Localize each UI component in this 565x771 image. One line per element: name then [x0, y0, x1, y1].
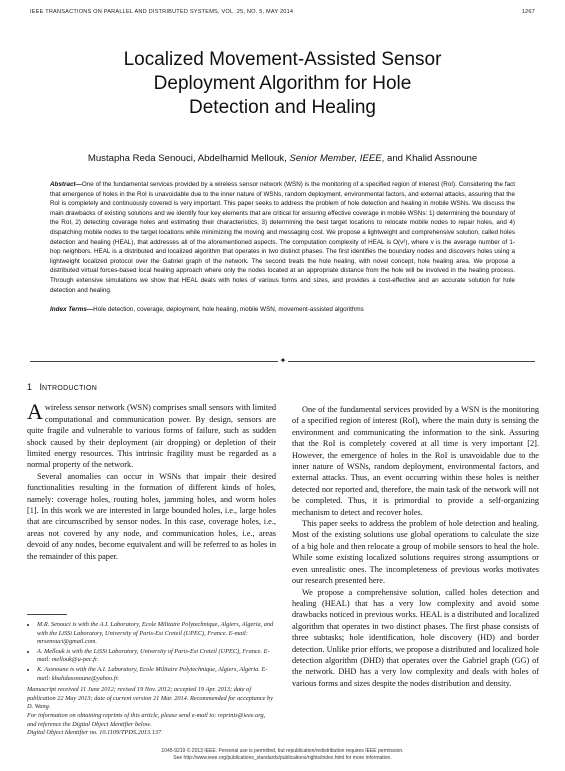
separator-ornament: ✦	[279, 356, 287, 365]
paragraph: This paper seeks to address the problem of hole detection and healing. Most of the existing solutions use global operations to calculate the size of a big hole and then relocate a group of mobile sensors to heal the hole. While some existing localized solutions requires strong assumptions or even unrealistic ones. The incompleteness of previous works motivates our research presented here.	[292, 519, 539, 586]
title-line: Localized Movement-Assisted Sensor	[123, 49, 442, 70]
drop-cap: A	[27, 399, 43, 425]
right-column	[292, 404, 539, 689]
doi: Digital Object Identifier no. 10.1109/TPDS.2013.137	[27, 729, 162, 737]
abstract-text: One of the fundamental services provided by a wireless sensor network (WSN) is the monitoring of a specified region of interest (RoI). Considering the fact that emergence of holes in the RoI is unavoidable due to the inner nature of WSNs, random deployment, environmental factors, and external attacks, assuring that the RoI is completely and continuously covered is very important. This paper seeks to address the problem of hole detection and healing in mobile WSNs. We discuss the main drawbacks of existing solutions and we identify four key elements that are critical for ensuring effective coverage in mobile WSNs: 1) determining the boundary of the RoI, 2) detecting coverage holes and estimating their characteristics, 3) determining the best target locations to relocate mobile nodes to repair holes, and 4) dispatching mobile nodes to the target locations while minimizing the moving and messaging cost. We propose a lightweight and comprehensive solution, called holes detection and healing (HEAL), that addresses all of the aforementioned aspects. The computation complexity of HEAL is O(v²), where v is the average number of 1-hop neighbors. HEAL is a distributed and localized algorithm that operates in two distinct phases. The first identifies the boundary nodes and discovers holes using a lightweight localized protocol over the Gabriel graph of the network. The second treats the hole healing, with novel concept, hole healing area. We propose a distributed virtual forces-based local healing approach where only the nodes located at an appropriate distance from the hole will be involved in the healing process. Through extensive simulations we show that HEAL deals with holes of various forms and sizes, and provides a cost-effective and an accurate solution for hole detection and healing.	[50, 181, 515, 294]
footnote-item: • A. Mellouk is with the LiSSi Laboratory, University of Paris-Est Creteil (UPEC), France. E-mail: mellouk@u-pec.fr.	[37, 648, 276, 665]
section-title-initial: I	[39, 382, 43, 392]
paragraph: We propose a comprehensive solution, called holes detection and healing (HEAL) that has a very low complexity and avoid some drawbacks noticed in previous works. HEAL is a distributed and localized algorithm that operates in two distinct phases. The first phase consists of three subtasks; hole identification, hole discovery (HD) and border detection. Unlike prior efforts, we propose a distributed and localized hole detection algorithm (DHD) that operates over the Gabriel graph (GG) of the network. DHD has a very low complexity and deals with holes of various forms and sizes despite the nodes distribution and density.	[292, 587, 539, 688]
section-number: 1	[27, 382, 33, 392]
manuscript-info: Manuscript received 11 June 2012; revised 19 Nov. 2012; accepted 19 Apr. 2013; date of publication 22 May 2013; date of current version 21 Mar. 2014. Recommended for acceptance by D. Wang.	[27, 686, 273, 711]
abstract-label: Abstract—	[50, 181, 82, 188]
footnote-item: • M.R. Senouci is with the A.I. Laboratory, Ecole Militaire Polytechnique, Algiers, Algeria, and with the LiSSi Laboratory, University of Paris-Est Creteil (UPEC), France. E-mail: mrsenouci@gmail.com.	[37, 621, 276, 647]
paragraph: Several anomalies can occur in WSNs that impair their desired functionalities resulting in the formation of different kinds of holes, namely: coverage holes, routing holes, jamming holes, and worm holes [1]. In this work we are interested in large bounded holes, i.e., large holes that are circumscribed by sensor nodes. In this case, coverage holes, i.e., areas not covered by any node, and communication holes, i.e., areas devoid of any nodes, become equivalent and will be referred to as holes in the remainder of this paper.	[27, 471, 276, 561]
rights-link: See http://www.ieee.org/publications_standards/publications/rights/index.html for more information.	[173, 755, 392, 761]
footnote-rule	[27, 614, 67, 615]
paper-title	[40, 48, 525, 120]
footnotes	[27, 614, 276, 738]
author-names: Mustapha Reda Senouci, Abdelhamid Mellouk,	[87, 153, 290, 164]
journal-header: IEEE TRANSACTIONS ON PARALLEL AND DISTRIBUTED SYSTEMS, VOL. 25, NO. 5, MAY 2014	[30, 9, 294, 15]
copyright-notice	[30, 748, 535, 762]
author-membership: Senior Member, IEEE	[289, 153, 382, 164]
abstract	[50, 180, 515, 315]
section-heading	[27, 382, 276, 394]
title-line: Deployment Algorithm for Hole	[153, 73, 412, 94]
paragraph: wireless sensor network (WSN) comprises small sensors with limited computational and communication power. By design, sensors are quite fragile and vulnerable to various forms of failure, such as sudden shock caused by their deployment (air dropping) or depletion of their limited energy resources. This intrinsic fragility must be regarded as a normal property of the network.	[27, 403, 276, 470]
paragraph: One of the fundamental services provided by a WSN is the monitoring of a specified region of interest (RoI), where the main duty is sensing the environment and communicating the information to the sink. Assuring that the RoI is completely covered at all time is very important [2]. However, the emergence of holes in the RoI is unavoidable due to the inner nature of WSNs, random deployment, environmental factors, and external attacks. Thus, an event occurring within these holes is neither detected nor reported and, therefore, the main task of the network will not be completed. Thus, it is primordial to provide a self-organizing mechanism to detect and recover holes.	[292, 405, 539, 517]
page-number: 1267	[521, 9, 535, 15]
footnote-item: • K. Assnoune is with the A.I. Laboratory, Ecole Militaire Polytechnique, Algiers, Algeria. E-mail: khalidassnoune@yahoo.fr.	[37, 666, 276, 683]
authors	[20, 153, 545, 164]
author-names-last: , and Khalid Assnoune	[381, 153, 478, 164]
index-terms-label: Index Terms—	[50, 306, 94, 314]
left-column	[27, 382, 276, 562]
copyright-line: 1045-9219 © 2013 IEEE. Personal use is permitted, but republication/redistribution requires IEEE permission.	[161, 748, 404, 754]
index-terms-text: Hole detection, coverage, deployment, hole healing, mobile WSN, movement-assisted algorithms	[93, 306, 364, 314]
running-header	[30, 9, 535, 19]
section-title-rest: NTRODUCTION	[42, 385, 98, 392]
title-line: Detection and Healing	[189, 97, 376, 118]
reprints-info: For information on obtaining reprints of this article, please send e-mail to: reprints@ieee.org, and reference the Digital Object Identifier below.	[27, 711, 266, 728]
